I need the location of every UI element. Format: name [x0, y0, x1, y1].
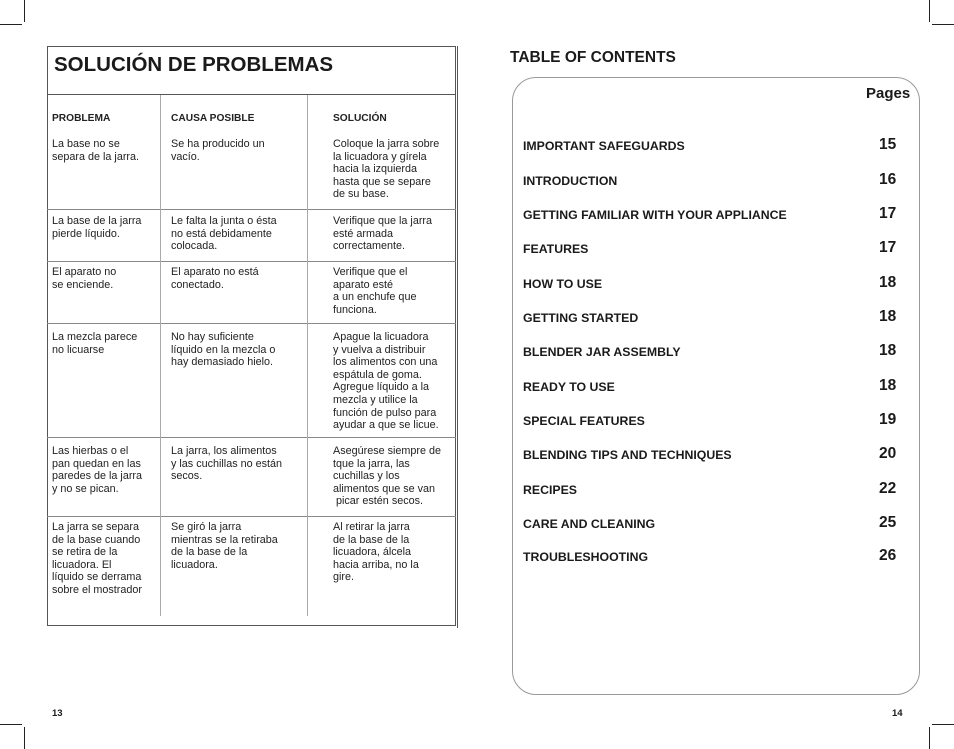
row-divider — [47, 209, 456, 210]
toc-entry-page: 16 — [879, 171, 897, 188]
row-divider — [47, 261, 456, 262]
toc-entry-title: CARE AND CLEANING — [523, 517, 656, 531]
column-header-cause: CAUSA POSIBLE — [171, 113, 255, 124]
row-divider — [47, 94, 456, 95]
cause-cell: Le falta la junta o ésta no está debidamente colocada. — [171, 215, 277, 253]
problem-cell: Las hierbas o el pan quedan en las paredes de la jarra y no se pican. — [52, 445, 143, 495]
solution-cell: Coloque la jarra sobre la licuadora y gírela hacia la izquierda hasta que se separe de su base. — [333, 138, 440, 201]
toc-entry-page: 20 — [879, 445, 897, 462]
toc-entry-page: 18 — [879, 377, 897, 394]
crop-mark — [929, 0, 930, 22]
toc-entry-title: IMPORTANT SAFEGUARDS — [523, 139, 685, 153]
toc-entry-page: 19 — [879, 411, 897, 428]
page-number-left: 13 — [52, 708, 63, 719]
toc-entry-title: GETTING FAMILIAR WITH YOUR APPLIANCE — [523, 208, 787, 222]
row-divider — [47, 516, 456, 517]
column-header-solution: SOLUCIÓN — [333, 113, 387, 124]
toc-entry-page: 25 — [879, 514, 897, 531]
table-border — [457, 46, 458, 628]
toc-entry-title: RECIPES — [523, 483, 577, 497]
crop-mark — [24, 0, 25, 22]
cause-cell: El aparato no está conectado. — [171, 266, 259, 291]
toc-entry-page: 26 — [879, 547, 897, 564]
toc-entry-title: TROUBLESHOOTING — [523, 550, 649, 564]
row-divider — [47, 437, 456, 438]
page-number-right: 14 — [892, 708, 903, 719]
toc-entry-page: 18 — [879, 342, 897, 359]
toc-entry-title: BLENDING TIPS AND TECHNIQUES — [523, 448, 732, 462]
problem-cell: La mezcla parece no licuarse — [52, 331, 138, 356]
column-divider — [160, 95, 161, 616]
toc-entry-title: HOW TO USE — [523, 277, 603, 291]
solution-cell: Verifique que la jarra esté armada correctamente. — [333, 215, 433, 253]
solution-cell: Asegúrese siempre de tque la jarra, las cuchillas y los alimentos que se van picar estén secos. — [333, 445, 442, 508]
solution-cell: Al retirar la jarra de la base de la licuadora, álcela hacia arriba, no la gire. — [333, 521, 419, 584]
problem-cell: La base no se separa de la jarra. — [52, 138, 140, 163]
toc-heading: TABLE OF CONTENTS — [510, 49, 676, 66]
problem-cell: La base de la jarra pierde líquido. — [52, 215, 142, 240]
solution-cell: Verifique que el aparato esté a un enchufe que funciona. — [333, 266, 417, 316]
crop-mark — [24, 727, 25, 749]
crop-mark — [0, 24, 22, 25]
toc-entry-title: READY TO USE — [523, 380, 615, 394]
crop-mark — [0, 724, 22, 725]
column-header-problem: PROBLEMA — [52, 113, 111, 124]
pages-label: Pages — [866, 85, 911, 102]
row-divider — [47, 323, 456, 324]
toc-entry-page: 17 — [879, 239, 897, 256]
toc-entry-page: 22 — [879, 480, 897, 497]
problem-cell: El aparato no se enciende. — [52, 266, 117, 291]
toc-entry-title: BLENDER JAR ASSEMBLY — [523, 345, 681, 359]
column-divider — [307, 95, 308, 616]
toc-entry-title: INTRODUCTION — [523, 174, 618, 188]
cause-cell: Se ha producido un vacío. — [171, 138, 265, 163]
cause-cell: No hay suficiente líquido en la mezcla o hay demasiado hielo. — [171, 331, 276, 369]
toc-entry-title: GETTING STARTED — [523, 311, 639, 325]
toc-entry-page: 17 — [879, 205, 897, 222]
page-title: SOLUCIÓN DE PROBLEMAS — [54, 53, 334, 76]
cause-cell: Se giró la jarra mientras se la retiraba de la base de la licuadora. — [171, 521, 278, 571]
toc-entry-title: SPECIAL FEATURES — [523, 414, 645, 428]
toc-entry-page: 15 — [879, 136, 897, 153]
problem-cell: La jarra se separa de la base cuando se retira de la licuadora. El líquido se derrama sobre el mostrador — [52, 521, 143, 596]
crop-mark — [929, 727, 930, 749]
solution-cell: Apague la licuadora y vuelva a distribuir los alimentos con una espátula de goma. Agregue líquido a la mezcla y utilice la función de pulso para ayudar a que se licue. — [333, 331, 439, 432]
toc-entry-title: FEATURES — [523, 242, 589, 256]
crop-mark — [932, 24, 954, 25]
toc-entry-page: 18 — [879, 308, 897, 325]
crop-mark — [932, 724, 954, 725]
toc-entry-page: 18 — [879, 274, 897, 291]
cause-cell: La jarra, los alimentos y las cuchillas no están secos. — [171, 445, 283, 483]
